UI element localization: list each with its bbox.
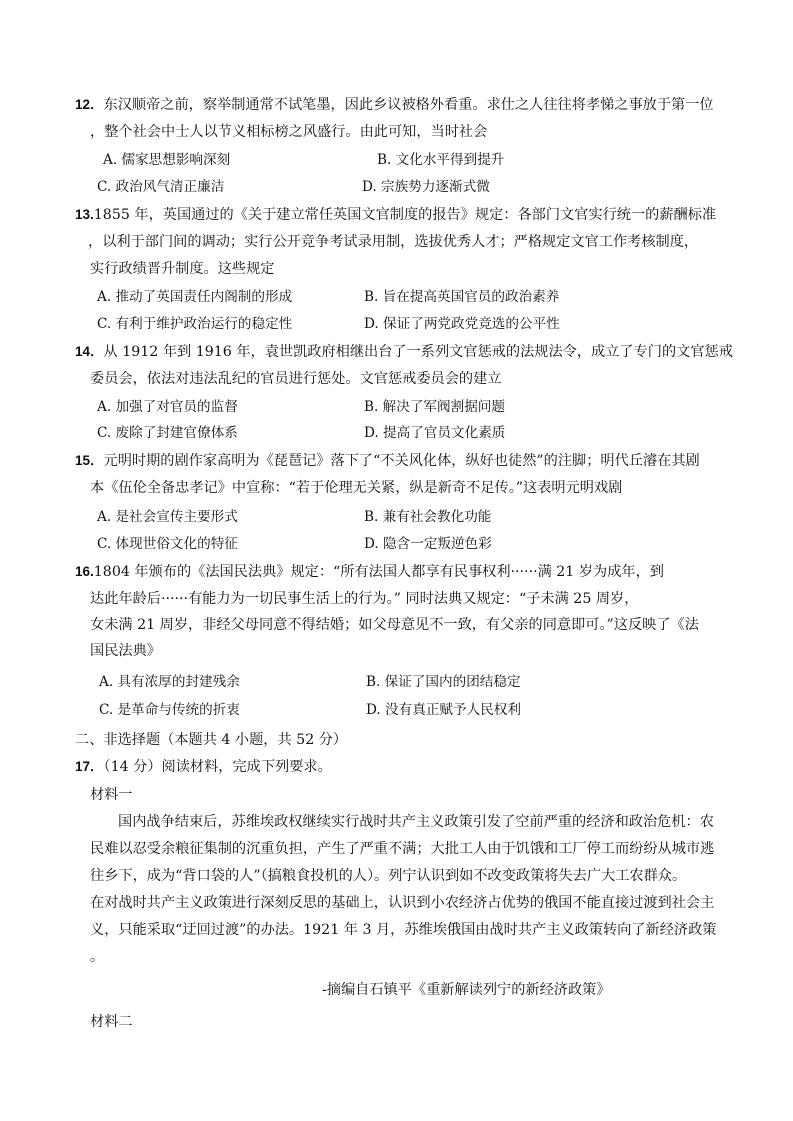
q16-line1: 16.1804 年颁布的《法国民法典》规定：“所有法国人都享有民事权利······满 21 岁为成年，到 xyxy=(75,564,664,580)
q16-option-b[interactable]: B. 保证了国内的团结稳定 xyxy=(366,674,521,690)
q15-line2: 本《伍伦全备忠孝记》中宣称：“若于伦理无关紧，纵是新奇不足传。”这表明元明戏剧 xyxy=(90,480,623,496)
q16-number: 16. xyxy=(75,564,94,579)
q16-line2: 达此年龄后······有能力为一切民事生活上的行为。” 同时法典又规定：“子未满 25 周岁， xyxy=(90,591,639,607)
material1-line: 国内战争结束后，苏维埃政权继续实行战时共产主义政策引发了空前严重的经济和政治危机：农 xyxy=(118,814,714,830)
q14-option-d[interactable]: D. 提高了官员文化素质 xyxy=(364,425,506,441)
q17-number: 17． xyxy=(75,759,104,774)
q16-option-c[interactable]: C. 是革命与传统的折衷 xyxy=(99,702,240,718)
material1-line: 往乡下，成为“背口袋的人”（搞粮食投机的人）。列宁认识到如不改变政策将失去广大工农群众。 xyxy=(90,868,687,884)
q14-option-c[interactable]: C. 废除了封建官僚体系 xyxy=(97,425,238,441)
q14-number: 14． xyxy=(75,344,104,359)
q14-line2: 委员会，依法对违法乱纪的官员进行惩处。文官惩戒委员会的建立 xyxy=(90,371,502,387)
q16-option-a[interactable]: A. 具有浓厚的封建残余 xyxy=(99,674,240,690)
q14-option-a[interactable]: A. 加强了对官员的监督 xyxy=(97,399,238,415)
q13-line1: 13.1855 年，英国通过的《关于建立常任英国文官制度的报告》规定：各部门文官实行统一的薪酬标准 xyxy=(75,207,717,223)
q14-line1: 14．从 1912 年到 1916 年，袁世凯政府相继出台了一系列文官惩戒的法规法令，成立了专门的文官惩戒 xyxy=(75,344,733,360)
q12-option-b[interactable]: B. 文化水平得到提升 xyxy=(377,152,505,168)
q13-option-c[interactable]: C. 有利于维护政治运行的稳定性 xyxy=(97,316,293,332)
q16-option-d[interactable]: D. 没有真正赋予人民权利 xyxy=(366,702,521,718)
q12-option-a[interactable]: A. 儒家思想影响深刻 xyxy=(103,152,231,168)
q13-option-a[interactable]: A. 推动了英国责任内阁制的形成 xyxy=(97,289,293,305)
q15-option-a[interactable]: A. 是社会宣传主要形式 xyxy=(97,509,238,525)
q15-option-c[interactable]: C. 体现世俗文化的特征 xyxy=(97,536,238,552)
q15-option-b[interactable]: B. 兼有社会教化功能 xyxy=(364,509,492,525)
q13-line3: 实行政绩晋升制度。这些规定 xyxy=(90,261,275,277)
q17-intro: 17．（14 分）阅读材料，完成下列要求。 xyxy=(75,759,332,775)
q15-option-d[interactable]: D. 隐含一定叛逆色彩 xyxy=(364,536,492,552)
q13-option-d[interactable]: D. 保证了两党政党竞选的公平性 xyxy=(364,316,560,332)
material1-source: -摘编自石镇平《重新解读列宁的新经济政策》 xyxy=(322,982,611,998)
section-heading: 二、非选择题（本题共 4 小题，共 52 分） xyxy=(75,732,348,748)
q12-option-d[interactable]: D. 宗族势力逐渐式微 xyxy=(362,179,490,195)
q15-line1: 15．元明时期的剧作家高明为《琵琶记》落下了“不关风化体，纵好也徒然”的注脚；明代丘濬在其剧 xyxy=(75,453,700,469)
q14-option-b[interactable]: B. 解决了军阀割据问题 xyxy=(364,399,505,415)
q15-number: 15． xyxy=(75,453,104,468)
material2-label: 材料二 xyxy=(90,1014,133,1030)
q12-line1: 12．东汉顺帝之前，察举制通常不试笔墨，因此乡议被格外看重。求仕之人往往将孝悌之事放于第一位 xyxy=(75,97,714,113)
material1-line: 民难以忍受余粮征集制的沉重负担，产生了严重不满；大批工人由于饥饿和工厂停工而纷纷从城市逃 xyxy=(90,841,715,857)
material1-line: 。 xyxy=(90,949,105,965)
q13-line2: ，以利于部门间的调动；实行公开竞争考试录用制，选拔优秀人才；严格规定文官工作考核制度， xyxy=(88,234,699,250)
q13-number: 13. xyxy=(75,207,94,222)
q13-option-b[interactable]: B. 旨在提高英国官员的政治素养 xyxy=(364,289,560,305)
material1-label: 材料一 xyxy=(90,787,133,803)
material1-line: 在对战时共产主义政策进行深刻反思的基础上，认识到小农经济占优势的俄国不能直接过渡到社会主 xyxy=(90,895,715,911)
q12-option-c[interactable]: C. 政治风气清正廉洁 xyxy=(97,179,225,195)
q16-line4: 国民法典》 xyxy=(90,643,161,659)
material1-line: 义，只能采取“迂回过渡”的办法。1921 年 3 月，苏维埃俄国由战时共产主义政策转向了新经济政策 xyxy=(90,922,717,938)
q12-number: 12． xyxy=(75,97,104,112)
q12-line2: ，整个社会中士人以节义相标榜之风盛行。由此可知，当时社会 xyxy=(90,124,488,140)
q16-line3: 女未满 21 周岁，非经父母同意不得结婚；如父母意见不一致，有父亲的同意即可。”这反映了《法 xyxy=(90,617,699,633)
